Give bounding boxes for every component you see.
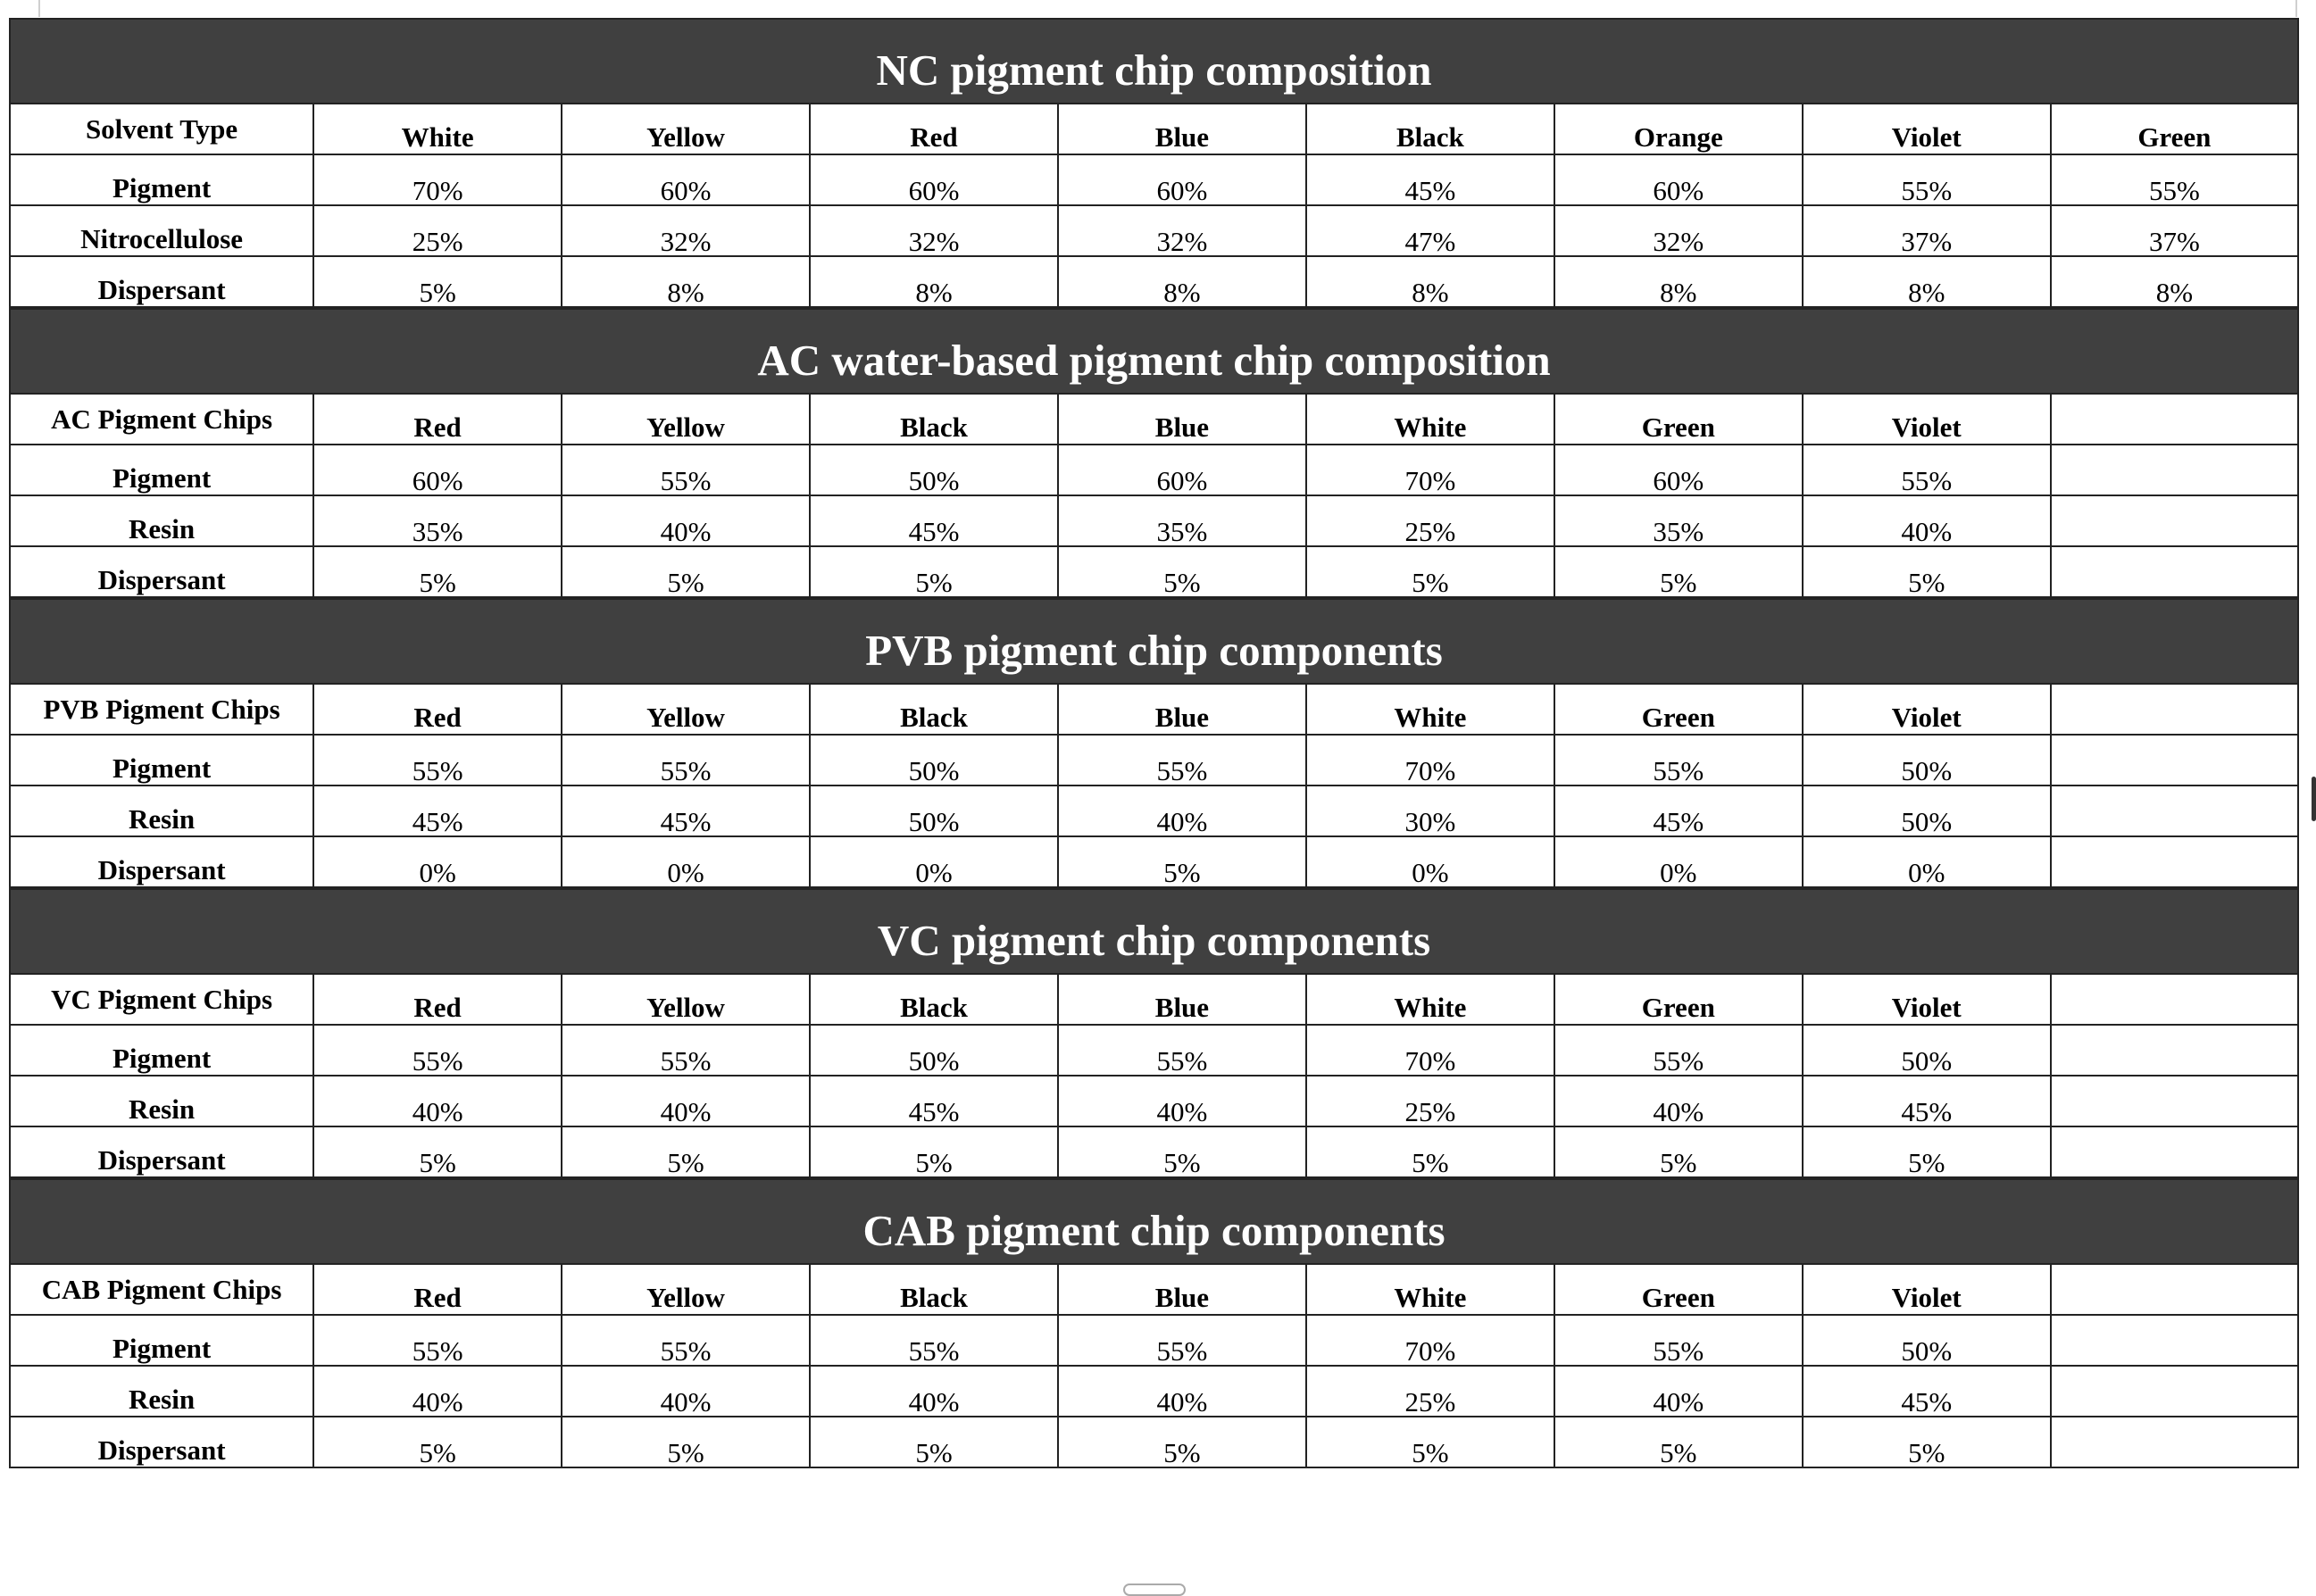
column-header-cell: Black — [810, 1264, 1058, 1315]
composition-section — [11, 598, 2297, 888]
composition-section — [11, 18, 2297, 308]
value-cell: 25% — [313, 205, 562, 256]
value-cell — [2051, 786, 2297, 836]
value-cell: 55% — [1058, 735, 1306, 786]
column-header-cell: Red — [313, 684, 562, 735]
value-cell: 55% — [810, 1315, 1058, 1366]
composition-table — [11, 683, 2297, 888]
value-cell: 0% — [313, 836, 562, 887]
value-cell: 45% — [1554, 786, 1803, 836]
value-cell: 5% — [1058, 1417, 1306, 1467]
value-cell — [2051, 1126, 2297, 1177]
value-cell — [2051, 836, 2297, 887]
header-label-cell: PVB Pigment Chips — [11, 684, 313, 735]
value-cell — [2051, 445, 2297, 495]
value-cell: 60% — [810, 154, 1058, 205]
value-cell: 70% — [1306, 1315, 1554, 1366]
table-row — [11, 1076, 2297, 1126]
row-label-cell: Pigment — [11, 154, 313, 205]
value-cell: 70% — [313, 154, 562, 205]
value-cell: 55% — [1803, 445, 2051, 495]
value-cell: 8% — [1058, 256, 1306, 307]
table-row — [11, 1126, 2297, 1177]
value-cell: 40% — [562, 495, 810, 546]
table-row — [11, 546, 2297, 597]
column-header-cell: Violet — [1803, 974, 2051, 1025]
value-cell: 40% — [313, 1366, 562, 1417]
value-cell: 5% — [810, 546, 1058, 597]
value-cell: 60% — [562, 154, 810, 205]
column-header-cell: Yellow — [562, 684, 810, 735]
column-header-cell: Yellow — [562, 394, 810, 445]
value-cell: 8% — [810, 256, 1058, 307]
value-cell: 5% — [313, 546, 562, 597]
column-header-cell: Yellow — [562, 974, 810, 1025]
value-cell: 32% — [810, 205, 1058, 256]
value-cell: 5% — [562, 1126, 810, 1177]
value-cell: 55% — [313, 1315, 562, 1366]
value-cell: 5% — [313, 256, 562, 307]
value-cell: 40% — [1058, 786, 1306, 836]
value-cell: 55% — [562, 1025, 810, 1076]
value-cell: 37% — [1803, 205, 2051, 256]
table-header-row — [11, 394, 2297, 445]
column-header-cell: Green — [2051, 104, 2297, 154]
column-header-cell — [2051, 1264, 2297, 1315]
value-cell: 45% — [313, 786, 562, 836]
value-cell: 5% — [1803, 546, 2051, 597]
value-cell: 40% — [313, 1076, 562, 1126]
value-cell: 50% — [810, 445, 1058, 495]
column-header-cell: Green — [1554, 684, 1803, 735]
column-header-cell: Orange — [1554, 104, 1803, 154]
value-cell: 40% — [1554, 1076, 1803, 1126]
value-cell: 5% — [1306, 1126, 1554, 1177]
column-header-cell: Red — [313, 394, 562, 445]
composition-section — [11, 1178, 2297, 1468]
value-cell: 32% — [1058, 205, 1306, 256]
table-row — [11, 1025, 2297, 1076]
pigment-composition-sheet — [9, 18, 2299, 1468]
column-header-cell: Yellow — [562, 1264, 810, 1315]
column-header-cell — [2051, 394, 2297, 445]
table-header-row — [11, 684, 2297, 735]
value-cell: 55% — [1554, 1025, 1803, 1076]
value-cell: 55% — [2051, 154, 2297, 205]
value-cell: 0% — [1554, 836, 1803, 887]
column-header-cell: Blue — [1058, 394, 1306, 445]
table-header-row — [11, 1264, 2297, 1315]
value-cell: 40% — [810, 1366, 1058, 1417]
table-row — [11, 1417, 2297, 1467]
value-cell: 30% — [1306, 786, 1554, 836]
value-cell: 5% — [1306, 546, 1554, 597]
value-cell: 5% — [313, 1126, 562, 1177]
value-cell: 0% — [1803, 836, 2051, 887]
row-label-cell: Dispersant — [11, 1126, 313, 1177]
value-cell: 40% — [562, 1076, 810, 1126]
row-label-cell: Resin — [11, 1076, 313, 1126]
value-cell: 35% — [1554, 495, 1803, 546]
value-cell — [2051, 1025, 2297, 1076]
row-label-cell: Dispersant — [11, 1417, 313, 1467]
value-cell: 55% — [1803, 154, 2051, 205]
value-cell: 5% — [810, 1126, 1058, 1177]
value-cell: 55% — [1058, 1025, 1306, 1076]
section-title: PVB pigment chip components — [11, 598, 2297, 683]
composition-section — [11, 888, 2297, 1178]
table-row — [11, 1315, 2297, 1366]
value-cell: 5% — [1554, 546, 1803, 597]
value-cell: 70% — [1306, 1025, 1554, 1076]
value-cell: 8% — [1306, 256, 1554, 307]
value-cell: 50% — [810, 735, 1058, 786]
value-cell — [2051, 1315, 2297, 1366]
row-label-cell: Pigment — [11, 1025, 313, 1076]
table-row — [11, 495, 2297, 546]
value-cell: 55% — [313, 735, 562, 786]
table-header-row — [11, 974, 2297, 1025]
value-cell: 50% — [1803, 1025, 2051, 1076]
value-cell: 0% — [810, 836, 1058, 887]
header-label-cell: CAB Pigment Chips — [11, 1264, 313, 1315]
value-cell: 5% — [810, 1417, 1058, 1467]
value-cell: 5% — [1803, 1126, 2051, 1177]
value-cell: 45% — [1803, 1076, 2051, 1126]
value-cell: 25% — [1306, 1076, 1554, 1126]
value-cell: 32% — [1554, 205, 1803, 256]
section-title: CAB pigment chip components — [11, 1178, 2297, 1263]
column-header-cell: Yellow — [562, 104, 810, 154]
composition-table — [11, 973, 2297, 1178]
column-header-cell: White — [313, 104, 562, 154]
value-cell: 55% — [562, 1315, 810, 1366]
column-header-cell: Red — [313, 1264, 562, 1315]
row-label-cell: Resin — [11, 786, 313, 836]
column-header-cell: Blue — [1058, 1264, 1306, 1315]
value-cell: 55% — [562, 445, 810, 495]
value-cell: 45% — [810, 495, 1058, 546]
value-cell — [2051, 495, 2297, 546]
value-cell: 5% — [1058, 1126, 1306, 1177]
value-cell: 40% — [1803, 495, 2051, 546]
composition-table — [11, 393, 2297, 598]
column-header-cell: Black — [810, 394, 1058, 445]
value-cell: 8% — [562, 256, 810, 307]
value-cell: 70% — [1306, 445, 1554, 495]
section-title: VC pigment chip components — [11, 888, 2297, 973]
value-cell: 5% — [1058, 546, 1306, 597]
table-row — [11, 256, 2297, 307]
value-cell — [2051, 1076, 2297, 1126]
value-cell: 40% — [1058, 1366, 1306, 1417]
header-label-cell: VC Pigment Chips — [11, 974, 313, 1025]
column-header-cell: White — [1306, 1264, 1554, 1315]
value-cell: 5% — [1554, 1417, 1803, 1467]
value-cell: 5% — [562, 1417, 810, 1467]
value-cell: 8% — [2051, 256, 2297, 307]
value-cell: 55% — [313, 1025, 562, 1076]
value-cell — [2051, 1366, 2297, 1417]
column-header-cell: Violet — [1803, 394, 2051, 445]
value-cell: 37% — [2051, 205, 2297, 256]
page-top-edge — [38, 0, 2297, 17]
value-cell: 40% — [1058, 1076, 1306, 1126]
value-cell: 50% — [1803, 1315, 2051, 1366]
value-cell: 5% — [1306, 1417, 1554, 1467]
value-cell: 35% — [1058, 495, 1306, 546]
row-label-cell: Pigment — [11, 445, 313, 495]
column-header-cell: Black — [810, 684, 1058, 735]
value-cell: 45% — [810, 1076, 1058, 1126]
value-cell: 5% — [562, 546, 810, 597]
column-header-cell: Red — [313, 974, 562, 1025]
scroll-handle[interactable] — [1123, 1584, 1186, 1596]
composition-section — [11, 308, 2297, 598]
value-cell: 60% — [1058, 445, 1306, 495]
section-title: AC water-based pigment chip composition — [11, 308, 2297, 393]
value-cell: 60% — [1554, 445, 1803, 495]
column-header-cell: Violet — [1803, 684, 2051, 735]
value-cell: 45% — [1306, 154, 1554, 205]
row-label-cell: Nitrocellulose — [11, 205, 313, 256]
section-title: NC pigment chip composition — [11, 18, 2297, 103]
column-header-cell — [2051, 974, 2297, 1025]
row-label-cell: Dispersant — [11, 546, 313, 597]
row-label-cell: Dispersant — [11, 836, 313, 887]
value-cell: 60% — [313, 445, 562, 495]
table-row — [11, 836, 2297, 887]
table-row — [11, 735, 2297, 786]
value-cell: 5% — [1803, 1417, 2051, 1467]
value-cell: 40% — [1554, 1366, 1803, 1417]
column-header-cell: Red — [810, 104, 1058, 154]
column-header-cell: Blue — [1058, 104, 1306, 154]
side-scroll-marker[interactable] — [2312, 777, 2316, 821]
row-label-cell: Pigment — [11, 735, 313, 786]
value-cell: 5% — [1554, 1126, 1803, 1177]
value-cell: 60% — [1554, 154, 1803, 205]
column-header-cell: Green — [1554, 1264, 1803, 1315]
header-label-cell: Solvent Type — [11, 104, 313, 154]
value-cell: 50% — [810, 786, 1058, 836]
value-cell: 55% — [1554, 1315, 1803, 1366]
value-cell: 70% — [1306, 735, 1554, 786]
row-label-cell: Dispersant — [11, 256, 313, 307]
table-row — [11, 205, 2297, 256]
value-cell — [2051, 1417, 2297, 1467]
value-cell — [2051, 735, 2297, 786]
value-cell: 32% — [562, 205, 810, 256]
composition-table — [11, 1263, 2297, 1468]
column-header-cell: Green — [1554, 974, 1803, 1025]
value-cell: 47% — [1306, 205, 1554, 256]
column-header-cell: Violet — [1803, 104, 2051, 154]
table-row — [11, 445, 2297, 495]
column-header-cell: White — [1306, 684, 1554, 735]
table-row — [11, 1366, 2297, 1417]
row-label-cell: Pigment — [11, 1315, 313, 1366]
value-cell: 40% — [562, 1366, 810, 1417]
value-cell: 45% — [1803, 1366, 2051, 1417]
composition-table — [11, 103, 2297, 308]
value-cell: 55% — [562, 735, 810, 786]
table-row — [11, 154, 2297, 205]
value-cell: 8% — [1803, 256, 2051, 307]
table-header-row — [11, 104, 2297, 154]
header-label-cell: AC Pigment Chips — [11, 394, 313, 445]
value-cell: 8% — [1554, 256, 1803, 307]
value-cell: 60% — [1058, 154, 1306, 205]
column-header-cell: Black — [810, 974, 1058, 1025]
value-cell: 5% — [1058, 836, 1306, 887]
value-cell: 0% — [1306, 836, 1554, 887]
column-header-cell: White — [1306, 974, 1554, 1025]
value-cell: 55% — [1058, 1315, 1306, 1366]
value-cell: 35% — [313, 495, 562, 546]
column-header-cell: Violet — [1803, 1264, 2051, 1315]
column-header-cell: Green — [1554, 394, 1803, 445]
value-cell: 50% — [1803, 786, 2051, 836]
row-label-cell: Resin — [11, 1366, 313, 1417]
value-cell: 50% — [810, 1025, 1058, 1076]
value-cell: 5% — [313, 1417, 562, 1467]
column-header-cell: Blue — [1058, 974, 1306, 1025]
value-cell — [2051, 546, 2297, 597]
value-cell: 0% — [562, 836, 810, 887]
column-header-cell: Blue — [1058, 684, 1306, 735]
table-row — [11, 786, 2297, 836]
value-cell: 25% — [1306, 1366, 1554, 1417]
value-cell: 45% — [562, 786, 810, 836]
value-cell: 55% — [1554, 735, 1803, 786]
row-label-cell: Resin — [11, 495, 313, 546]
value-cell: 50% — [1803, 735, 2051, 786]
column-header-cell — [2051, 684, 2297, 735]
column-header-cell: Black — [1306, 104, 1554, 154]
value-cell: 25% — [1306, 495, 1554, 546]
column-header-cell: White — [1306, 394, 1554, 445]
